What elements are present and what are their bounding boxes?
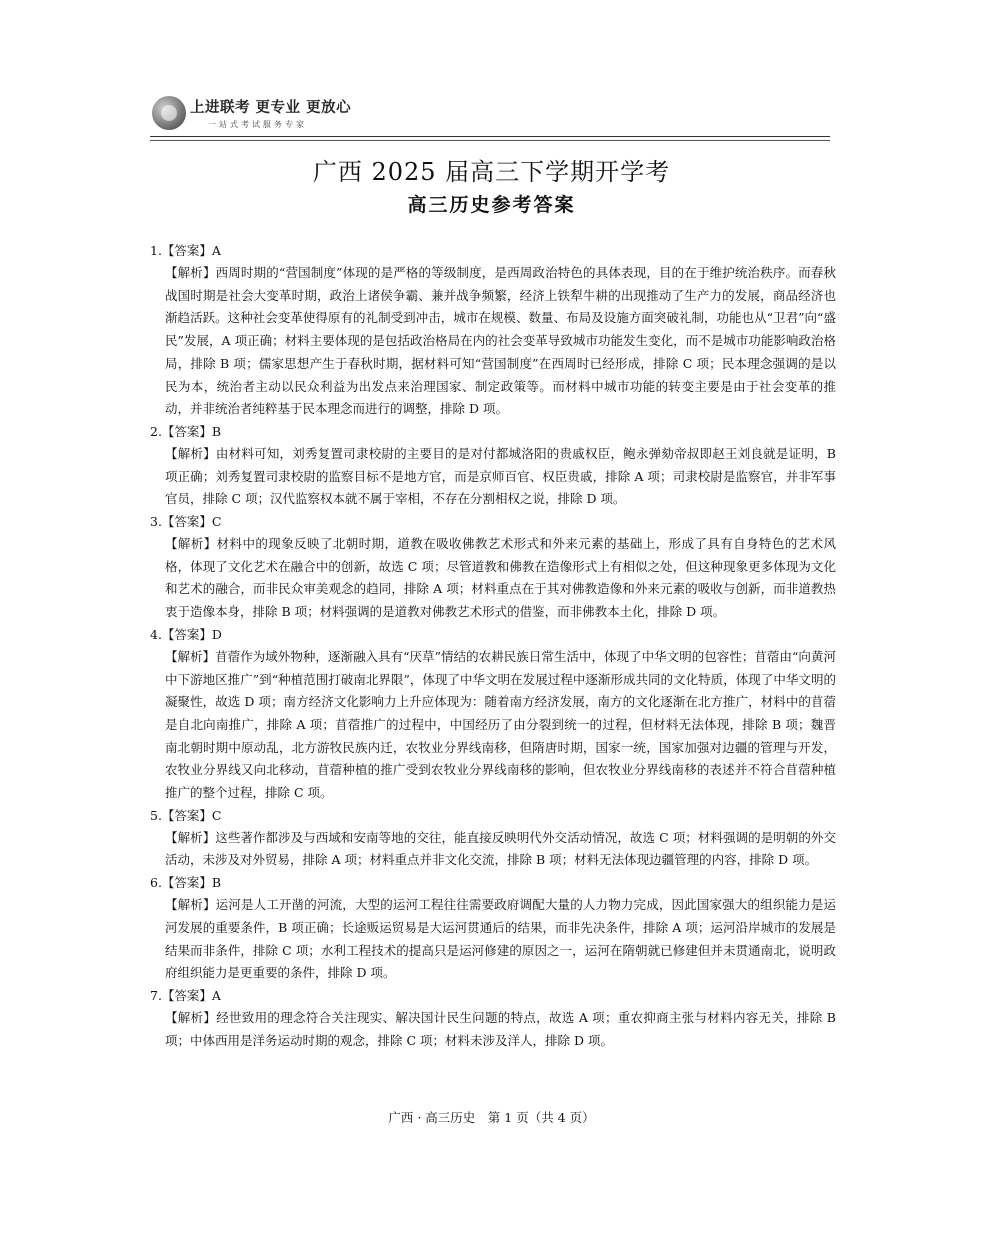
- question-6: [150, 872, 836, 985]
- header-banner: [150, 92, 830, 136]
- question-answer: 3.【答案】C: [150, 514, 222, 530]
- question-analysis: 【解析】这些著作都涉及与西域和安南等地的交往，能直接反映明代外交活动情况，故选 C 项；材料强调的是明朝的外交活动，未涉及对外贸易，排除 A 项；材料重点并非文化交流，排除 B 项；材料无法体现边疆管理的内容，排除 D 项。: [165, 829, 836, 868]
- question-4: [150, 624, 836, 805]
- header-slogan: 上进联考 更专业 更放心: [190, 100, 352, 116]
- question-7: [150, 985, 836, 1052]
- question-answer: 2.【答案】B: [150, 423, 222, 439]
- logo-icon: [152, 96, 186, 130]
- page-title: 广西 2025 届高三下学期开学考: [312, 158, 671, 186]
- answer-list: [150, 240, 836, 1052]
- page-footer: 广西 · 高三历史 第 1 页（共 4 页）: [388, 1110, 595, 1125]
- question-answer: 7.【答案】A: [150, 987, 221, 1003]
- question-answer: 5.【答案】C: [150, 807, 222, 823]
- question-analysis: 【解析】运河是人工开凿的河流，大型的运河工程往往需要政府调配大量的人力物力完成，因此国家强大的组织能力是运河发展的重要条件，B 项正确；长途贩运贸易是大运河贯通后的结果，而非先决条件，排除 A 项；运河沿岸城市的发展是结果而非条件，排除 C 项；水利工程技术的提高只是运河修建的原因之一，运河在隋朝就已修建但并未贯通南北，说明政府组织能力是更重要的条件，排除 D 项。: [165, 897, 836, 981]
- question-3: [150, 511, 836, 624]
- question-analysis: 【解析】苜蓿作为域外物种，逐渐融入具有“厌草”情结的农耕民族日常生活中，体现了中华文明的包容性；苜蓿由“向黄河中下游地区推广”到“种植范围打破南北界限”，体现了中华文明在发展过程中逐渐形成共同的文化特质，体现了中华文明的凝聚性，故选 D 项；南方经济文化影响力上升应体现为：随着南方经济发展，南方的文化逐渐在北方推广，材料中的苜蓿是自北向南推广，排除 A 项；苜蓿推广的过程中，中国经历了由分裂到统一的过程，但材料无法体现，排除 B 项；魏晋南北朝时期中原动乱，北方游牧民族内迁，农牧业分界线南移，但隋唐时期，国家一统，国家加强对边疆的管理与开发，农牧业分界线又向北移动，苜蓿种植的推广受到农牧业分界线南移的影响，但农牧业分界线南移的表述并不符合苜蓿种植推广的整个过程，排除 C 项。: [165, 648, 836, 801]
- header-subslogan: 一站式考试服务专家: [208, 120, 307, 129]
- question-analysis: 【解析】经世致用的理念符合关注现实、解决国计民生问题的特点，故选 A 项；重农抑商主张与材料内容无关，排除 B 项；中体西用是洋务运动时期的观念，排除 C 项；材料未涉及洋人，排除 D 项。: [165, 1009, 836, 1048]
- question-analysis: 【解析】材料中的现象反映了北朝时期，道教在吸收佛教艺术形式和外来元素的基础上，形成了具有自身特色的艺术风格，体现了文化艺术在融合中的创新，故选 C 项；尽管道教和佛教在造像形式上有相似之处，但这种现象更多体现为文化和艺术的融合，而非民众审美观念的趋同，排除 A 项；材料重点在于其对佛教造像和外来元素的吸收与创新，而非道教热衷于造像本身，排除 B 项；材料强调的是道教对佛教艺术形式的借鉴，而非佛教本土化，排除 D 项。: [165, 536, 836, 620]
- header-divider-thin: [150, 140, 830, 141]
- page-subtitle: 高三历史参考答案: [407, 194, 576, 216]
- question-answer: 6.【答案】B: [150, 875, 222, 891]
- question-analysis: 【解析】西周时期的“营国制度”体现的是严格的等级制度，是西周政治特色的具体表现，目的在于维护统治秩序。而春秋战国时期是社会大变革时期，政治上诸侯争霸、兼并战争频繁，经济上铁犁牛耕的出现推动了生产力的发展，商品经济也渐趋活跃。这种社会变革使得原有的礼制受到冲击，城市在规模、数量、布局及设施方面突破礼制，功能也从“卫君”向“盛民”发展，A 项正确；材料主要体现的是包括政治格局在内的社会变革导致城市功能发生变化，而不是城市功能影响政治格局，排除 B 项；儒家思想产生于春秋时期，据材料可知“营国制度”在西周时已经形成，排除 C 项；民本理念强调的是以民为本，统治者主动以民众利益为出发点来治理国家、制定政策等。而材料中城市功能的转变主要是由于社会变革的推动，并非统治者纯粹基于民本理念而进行的调整，排除 D 项。: [165, 265, 836, 417]
- question-1: [150, 240, 836, 421]
- question-answer: 1.【答案】A: [150, 243, 221, 258]
- header-divider: [150, 136, 830, 137]
- question-analysis: 【解析】由材料可知，刘秀复置司隶校尉的主要目的是对付都城洛阳的贵戚权臣，鲍永弹劾帝叔即赵王刘良就是证明，B 项正确；刘秀复置司隶校尉的监察目标不是地方官，而是京师百官、权臣贵戚，排除 A 项；司隶校尉是监察官，并非军事官员，排除 C 项；汉代监察权本就不属于宰相，不存在分割相权之说，排除 D 项。: [165, 445, 836, 507]
- question-2: [150, 421, 836, 511]
- question-answer: 4.【答案】D: [150, 626, 222, 642]
- question-5: [150, 805, 836, 872]
